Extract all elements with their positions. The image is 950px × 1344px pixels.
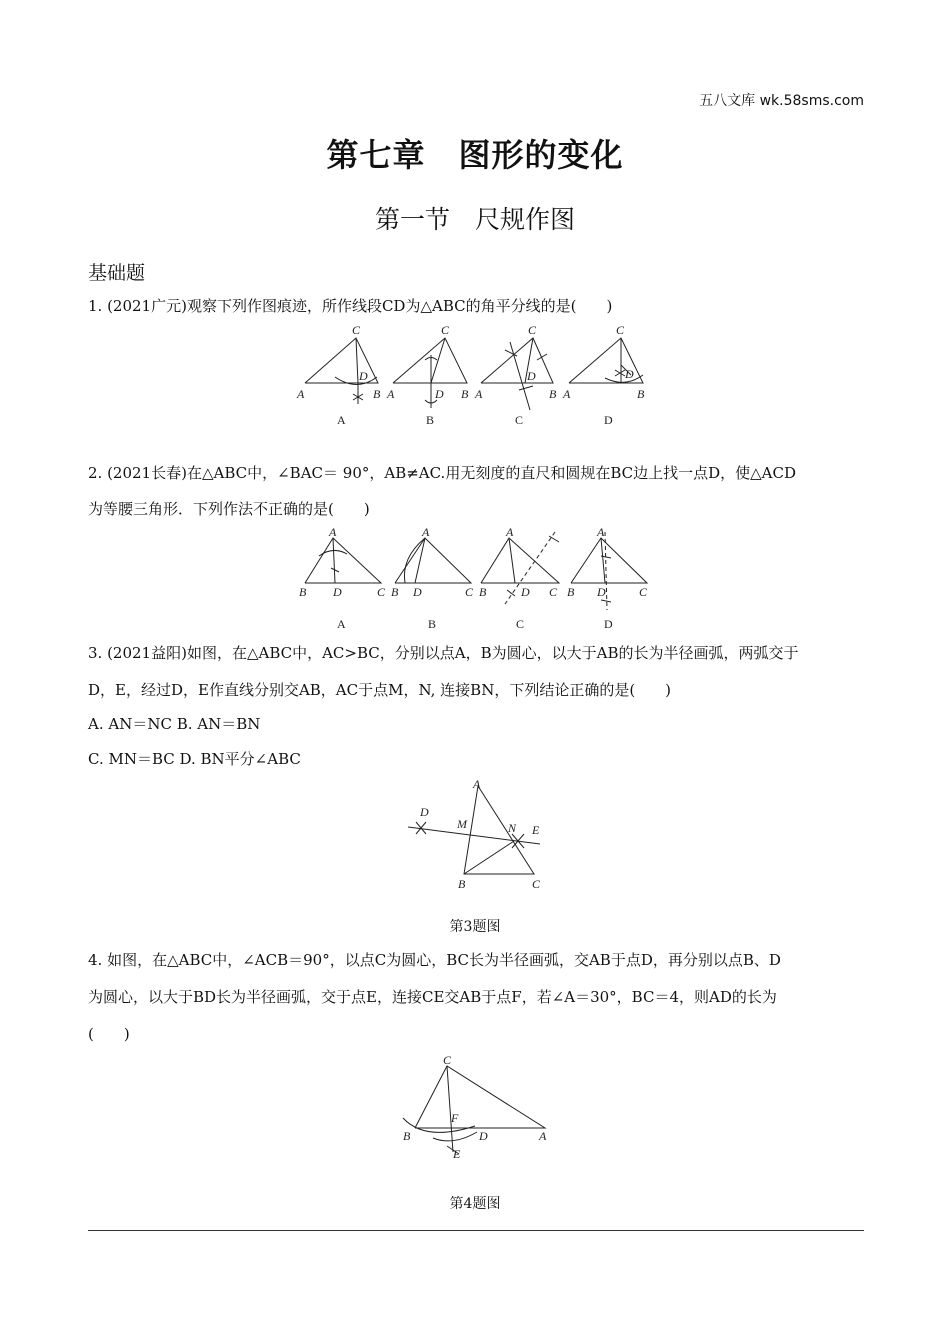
- svg-text:B: B: [403, 1129, 411, 1143]
- svg-text:A: A: [422, 528, 430, 539]
- svg-text:B: B: [458, 877, 466, 891]
- svg-text:A: A: [475, 387, 483, 401]
- q3-figure: [400, 774, 560, 898]
- svg-text:B: B: [567, 585, 575, 599]
- svg-text:C: C: [377, 585, 386, 599]
- svg-text:B: B: [549, 387, 557, 401]
- svg-text:D: D: [521, 585, 530, 599]
- svg-text:D: D: [435, 387, 444, 401]
- q2-line2: 为等腰三角形．下列作法不正确的是( ): [88, 500, 370, 518]
- svg-text:C: C: [532, 877, 541, 891]
- svg-text:C: C: [441, 323, 450, 337]
- q2-line1: 2. (2021长春)在△ABC中，∠BAC＝ 90°，AB≠AC.用无刻度的直尺和圆规在BC边上找一点D，使△ACD: [88, 464, 797, 482]
- q1-text: 1. (2021广元)观察下列作图痕迹，所作线段CD为△ABC的角平分线的是( ): [88, 297, 613, 315]
- svg-text:C: C: [616, 323, 625, 337]
- q2-figure: [295, 528, 655, 638]
- q2-option-d: D: [604, 617, 613, 631]
- svg-text:D: D: [333, 585, 342, 599]
- q3-line1: 3. (2021益阳)如图，在△ABC中，AC>BC，分别以点A，B为圆心，以大于AB的长为半径画弧，两弧交于: [88, 644, 799, 662]
- svg-text:B: B: [391, 585, 399, 599]
- svg-text:B: B: [461, 387, 469, 401]
- svg-text:E: E: [532, 823, 540, 837]
- svg-text:B: B: [373, 387, 381, 401]
- watermark: 五八文库 wk.58sms.com: [699, 93, 864, 109]
- q2-option-c: C: [516, 617, 525, 631]
- svg-text:A: A: [597, 528, 605, 539]
- svg-text:M: M: [457, 817, 467, 831]
- q1-fig-b: [386, 323, 469, 427]
- svg-text:D: D: [597, 585, 606, 599]
- q3-line2: D，E，经过D，E作直线分别交AB，AC于点M，N, 连接BN，下列结论正确的是( ): [88, 681, 672, 699]
- svg-text:D: D: [359, 369, 368, 383]
- svg-text:F: F: [451, 1111, 459, 1125]
- svg-text:A: A: [387, 387, 395, 401]
- svg-text:D: D: [479, 1129, 488, 1143]
- svg-text:N: N: [508, 821, 517, 835]
- q4-line3: ( ): [88, 1025, 130, 1043]
- svg-text:C: C: [465, 585, 474, 599]
- q1a-label-c: C: [352, 323, 361, 337]
- svg-text:A: A: [563, 387, 571, 401]
- svg-text:A: A: [473, 777, 481, 791]
- svg-text:C: C: [528, 323, 537, 337]
- heading-basic: 基础题: [88, 262, 146, 284]
- q4-line2: 为圆心，以大于BD长为半径画弧，交于点E，连接CE交AB于点F，若∠A＝30°，BC＝4，则AD的长为: [88, 988, 777, 1006]
- q1-fig-c: [474, 323, 557, 427]
- q1-fig-a: [296, 323, 381, 427]
- svg-text:D: D: [625, 367, 634, 381]
- q1-figure: [295, 320, 655, 436]
- svg-text:E: E: [453, 1147, 461, 1161]
- svg-text:D: D: [420, 805, 429, 819]
- q3-options-cd: C. MN＝BC D. BN平分∠ABC: [88, 750, 301, 768]
- q1-option-a: A: [337, 413, 346, 427]
- q2-fig-c: [479, 528, 559, 631]
- svg-text:A: A: [329, 528, 337, 539]
- q3-options-ab: A. AN＝NC B. AN＝BN: [88, 715, 261, 733]
- q4-caption: 第4题图: [449, 1196, 501, 1212]
- section-title: 第一节 尺规作图: [374, 205, 575, 234]
- svg-text:B: B: [299, 585, 307, 599]
- q2-fig-a: [299, 528, 386, 631]
- q1-option-b: B: [426, 413, 435, 427]
- q1-option-d: D: [604, 413, 613, 427]
- q2-fig-d: [567, 528, 648, 631]
- svg-text:B: B: [479, 585, 487, 599]
- chapter-title: 第七章 图形的变化: [326, 136, 624, 174]
- q1-option-c: C: [515, 413, 524, 427]
- q2-option-a: A: [337, 617, 346, 631]
- svg-text:A: A: [539, 1129, 547, 1143]
- footer-rule: [88, 1230, 864, 1231]
- q2-option-b: B: [428, 617, 437, 631]
- svg-text:C: C: [639, 585, 648, 599]
- svg-text:A: A: [506, 528, 514, 539]
- svg-text:C: C: [443, 1053, 452, 1067]
- q1-fig-d: [562, 323, 645, 427]
- svg-text:D: D: [527, 369, 536, 383]
- svg-text:B: B: [637, 387, 645, 401]
- svg-text:C: C: [549, 585, 558, 599]
- svg-text:D: D: [413, 585, 422, 599]
- q3-caption: 第3题图: [449, 919, 501, 935]
- q4-figure: [395, 1050, 565, 1169]
- svg-text:A: A: [297, 387, 305, 401]
- q4-line1: 4. 如图，在△ABC中，∠ACB＝90°，以点C为圆心，BC长为半径画弧，交AB于点D，再分别以点B、D: [88, 951, 781, 969]
- q2-fig-b: [391, 528, 474, 631]
